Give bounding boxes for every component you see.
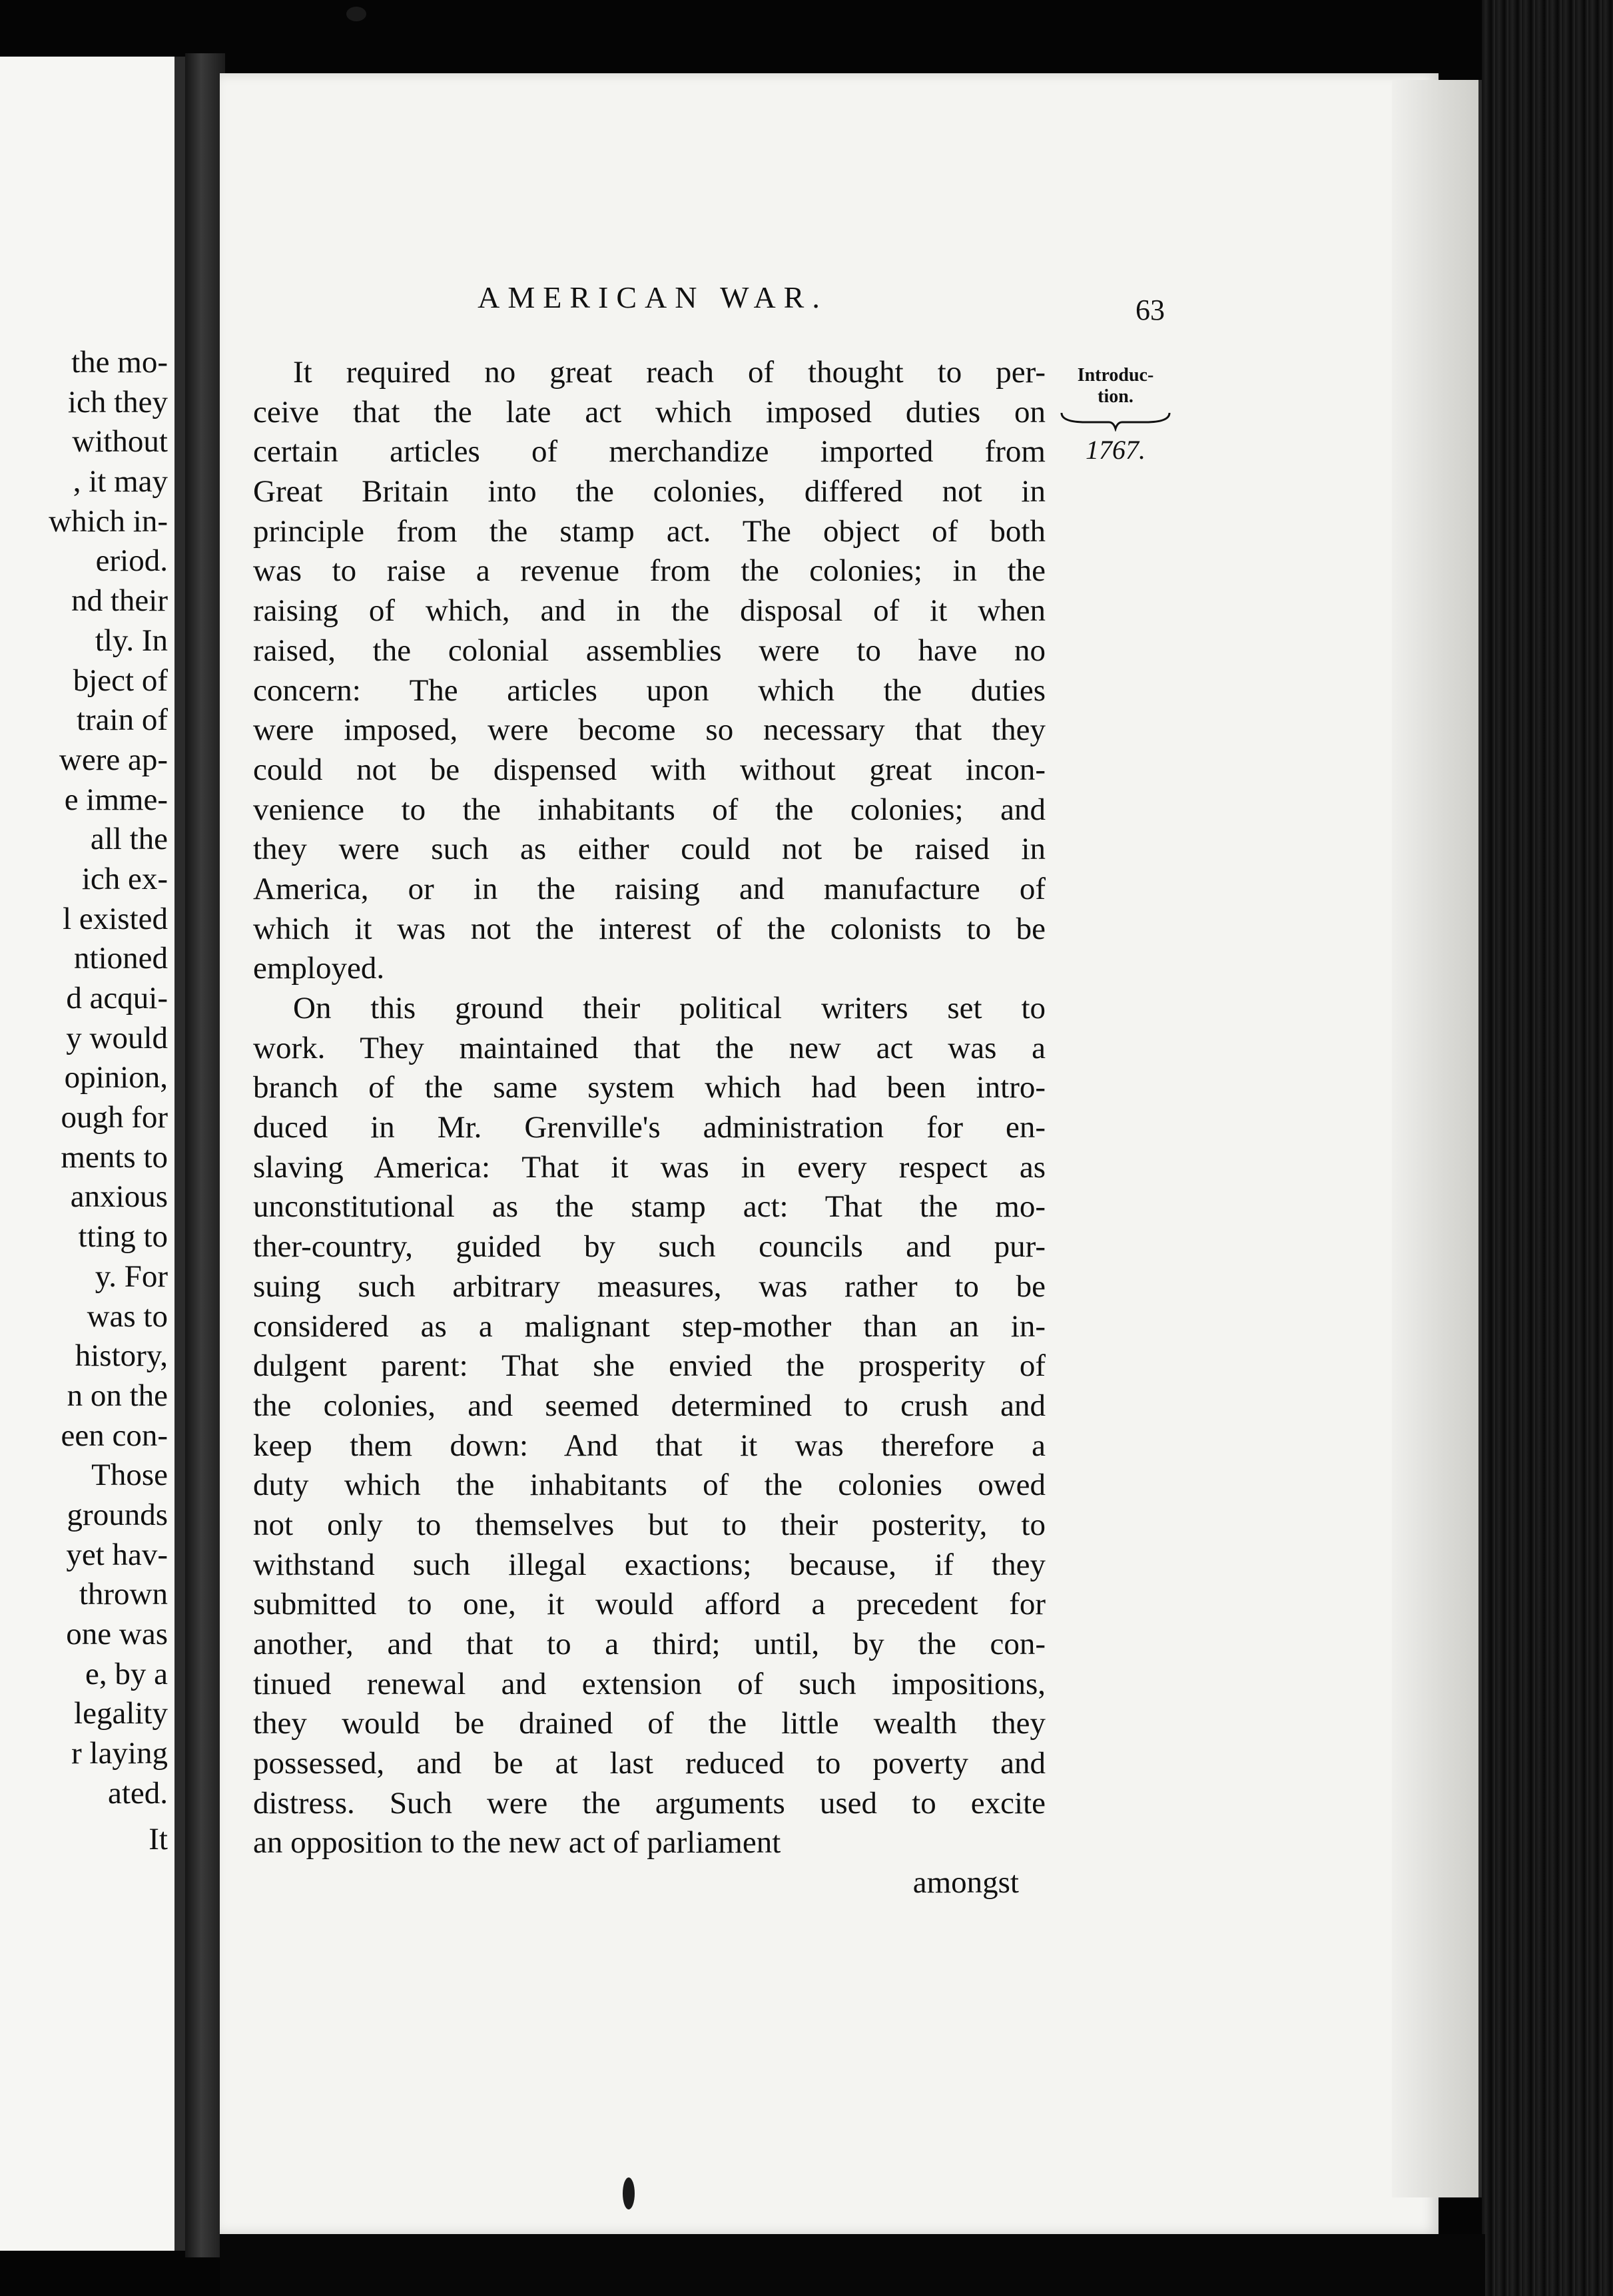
left-page-line: Those [91, 1458, 168, 1493]
body-line: duced in Mr. Grenville's administration for en- [253, 1110, 1046, 1145]
body-line: was to raise a revenue from the colonies; in the [253, 553, 1046, 589]
left-page-line: train of [76, 703, 168, 738]
left-page-line: legality [74, 1696, 168, 1731]
left-page-line: ntioned [74, 941, 168, 976]
body-line: submitted to one, it would afford a precedent for [253, 1587, 1046, 1622]
left-page-line: y would [66, 1020, 168, 1055]
left-page-line: ough for [61, 1100, 168, 1135]
left-page-line: without [72, 424, 168, 459]
body-line: raised, the colonial assemblies were to have no [253, 633, 1046, 668]
body-line: suing such arbitrary measures, was rather to be [253, 1269, 1046, 1304]
body-line: America, or in the raising and manufacture of [253, 871, 1046, 906]
left-page-line: eriod. [95, 543, 168, 579]
left-page-line: een con- [61, 1418, 168, 1453]
body-line: distress. Such were the arguments used to excite [253, 1785, 1046, 1821]
left-page-line: one was [66, 1617, 168, 1651]
body-line: unconstitutional as the stamp act: That the mo- [253, 1189, 1046, 1225]
left-page-line: all the [90, 822, 168, 857]
body-line: certain articles of merchandize imported from [253, 434, 1046, 469]
book-gutter [185, 53, 225, 2257]
body-text [253, 353, 1046, 1903]
body-line: possessed, and be at last reduced to poverty and [253, 1746, 1046, 1781]
body-line: they would be drained of the little wealth they [253, 1706, 1046, 1741]
body-line: the colonies, and seemed determined to crush and [253, 1388, 1046, 1423]
left-page-line: e, by a [85, 1656, 168, 1691]
body-line: withstand such illegal exactions; because, if they [253, 1547, 1046, 1582]
body-line: slaving America: That it was in every respect as [253, 1149, 1046, 1185]
body-line: not only to themselves but to their posterity, to [253, 1507, 1046, 1542]
left-page-line: tting to [78, 1219, 168, 1255]
body-line: principle from the stamp act. The object of both [253, 513, 1046, 549]
body-line: Great Britain into the colonies, differed not in [253, 474, 1046, 509]
margin-note-label: Introduc- tion. [1077, 365, 1154, 407]
left-page-line: l existed [63, 901, 168, 936]
running-head: AMERICAN WAR. [478, 280, 828, 314]
left-page-catchword: It [149, 1822, 168, 1857]
left-page-line: grounds [67, 1497, 168, 1532]
left-page-line: y. For [95, 1259, 168, 1294]
bottom-shadow [220, 2234, 1485, 2296]
left-page-line: yet hav- [66, 1537, 168, 1572]
left-page-line: history, [75, 1338, 168, 1374]
left-page-line: the mo- [71, 345, 168, 380]
ink-fleck [623, 2177, 635, 2209]
left-page-line: d acqui- [66, 981, 168, 1015]
page-number: 63 [1135, 294, 1165, 326]
left-page-line: nd their [71, 583, 168, 619]
body-line: ceive that the late act which imposed duties on [253, 394, 1046, 430]
left-page-line: ich ex- [81, 861, 168, 896]
left-page-line: thrown [79, 1577, 168, 1612]
body-line: which it was not the interest of the colonists to be [253, 911, 1046, 946]
left-page-line: which in- [49, 503, 168, 539]
body-line: venience to the inhabitants of the colonies; and [253, 792, 1046, 827]
brace-ornament-icon [1059, 409, 1172, 431]
left-page-line: was to [87, 1298, 168, 1334]
left-page-line: were ap- [59, 742, 168, 777]
left-page-line: ated. [107, 1775, 168, 1811]
left-page-line: bject of [73, 663, 168, 698]
left-page-line: opinion, [64, 1060, 168, 1095]
book-edge-shadow [1482, 0, 1613, 2296]
body-line: employed. [253, 951, 385, 986]
left-page-line: anxious [70, 1179, 168, 1215]
body-line: raising of which, and in the disposal of it when [253, 593, 1046, 629]
body-line: were imposed, were become so necessary that they [253, 713, 1046, 748]
left-page-line: ments to [61, 1139, 168, 1175]
body-line: duty which the inhabitants of the colonies owed [253, 1468, 1046, 1503]
left-page-line: tly. In [95, 623, 168, 658]
left-page-line: n on the [67, 1378, 168, 1413]
margin-note-year: 1767. [1086, 435, 1145, 465]
body-line: considered as a malignant step-mother than an in- [253, 1308, 1046, 1344]
body-line: keep them down: And that it was therefore a [253, 1428, 1046, 1463]
body-line: branch of the same system which had been intro- [253, 1070, 1046, 1105]
body-line: concern: The articles upon which the duties [253, 673, 1046, 708]
margin-note [1049, 365, 1182, 465]
left-page-text [0, 343, 168, 1860]
body-line: dulgent parent: That she envied the prosperity of [253, 1348, 1046, 1384]
left-page-line: ich they [67, 384, 168, 420]
ink-fleck [346, 7, 366, 21]
body-line: an opposition to the new act of parliament [253, 1825, 781, 1861]
body-line: could not be dispensed with without great incon- [253, 752, 1046, 787]
left-page-line: , it may [73, 464, 168, 499]
body-line: they were such as either could not be raised in [253, 832, 1046, 867]
body-line: It required no great reach of thought to per- [293, 355, 1046, 390]
left-page-line: e imme- [64, 782, 168, 817]
body-line: tinued renewal and extension of such impositions, [253, 1666, 1046, 1701]
body-line: ther-country, guided by such councils and pur- [253, 1229, 1046, 1265]
left-page-line: r laying [71, 1736, 168, 1771]
left-page-fragment [0, 57, 185, 2251]
body-line: On this ground their political writers set to [293, 991, 1046, 1025]
page-edge [1392, 80, 1482, 2197]
body-line: work. They maintained that the new act was a [253, 1030, 1046, 1065]
body-line: another, and that to a third; until, by the con- [253, 1627, 1046, 1661]
catchword: amongst [912, 1865, 1019, 1900]
